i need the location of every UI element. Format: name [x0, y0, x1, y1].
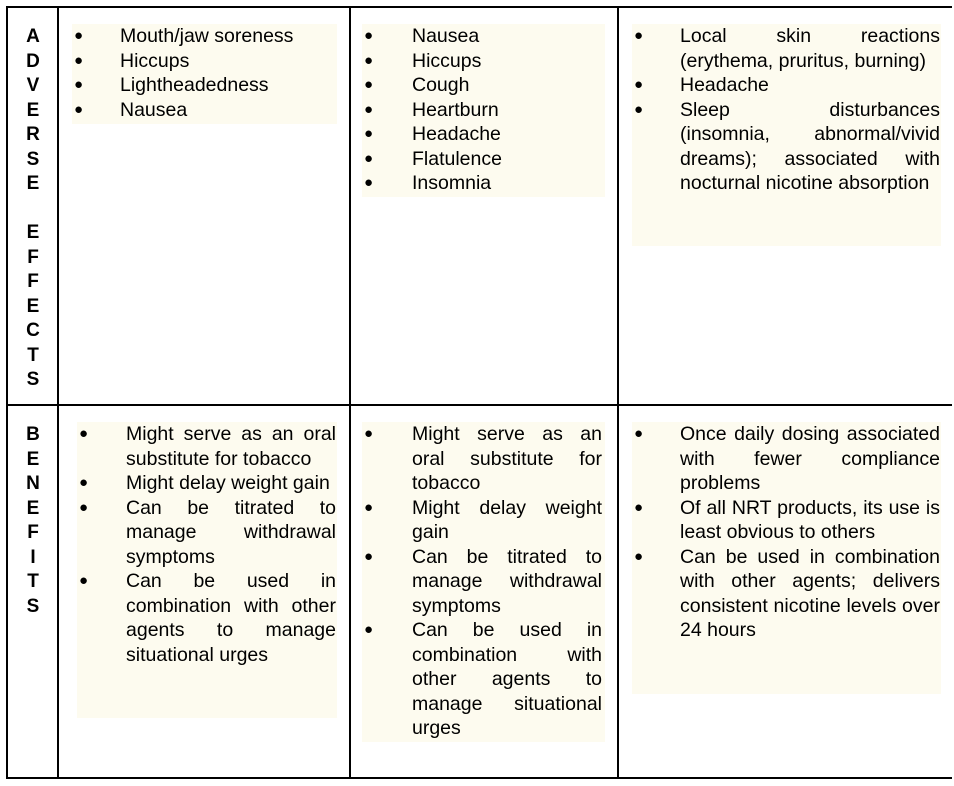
list-item — [362, 545, 605, 619]
row-label-letter: S — [26, 369, 40, 390]
list-item-text: Can be used in combination with other agents; delivers consistent nicotine levels over 24 hours — [680, 545, 940, 641]
list-item — [72, 73, 337, 98]
list-item-text: Hiccups — [120, 49, 190, 72]
row-label-letter: F — [27, 271, 39, 292]
bullet-icon: ● — [79, 498, 89, 516]
cell-adverse-col2 — [362, 24, 605, 197]
list-item — [77, 422, 337, 471]
bullet-icon: ● — [634, 76, 644, 93]
bullet-icon: ● — [79, 425, 89, 442]
row-label-letter: E — [26, 222, 40, 243]
bullet-icon: ● — [364, 547, 374, 565]
list-item — [362, 49, 605, 74]
bullet-icon: ● — [364, 174, 374, 191]
list-item-text: Might serve as an oral substitute for tobacco — [412, 423, 602, 494]
bullet-icon: ● — [79, 474, 89, 491]
row-label-letter: S — [26, 595, 40, 617]
row-divider — [6, 404, 952, 406]
list-item-text: Can be titrated to manage withdrawal symptoms — [412, 545, 602, 617]
bullet-icon: ● — [364, 621, 374, 638]
row-label-letter: E — [26, 448, 40, 470]
list-item — [632, 545, 941, 643]
list-item-text: Can be used in combination with other agents to manage situational urges — [126, 570, 336, 666]
list-item — [362, 171, 605, 196]
bullet-icon: ● — [74, 76, 84, 93]
bullet-icon: ● — [634, 547, 644, 565]
benefits-list — [632, 422, 941, 643]
cell-adverse-col3 — [632, 24, 941, 246]
list-item — [632, 422, 941, 496]
bullet-icon: ● — [634, 100, 644, 118]
list-item-text: Local skin reactions (erythema, pruritus, burning) — [680, 25, 940, 72]
cell-adverse-col1 — [72, 24, 337, 124]
adverse-effects-list — [632, 24, 941, 196]
list-item-text: Insomnia — [412, 172, 492, 194]
row-label-letter: C — [26, 320, 40, 341]
bullet-icon: ● — [79, 572, 89, 589]
row-label-letter: A — [26, 26, 40, 47]
bullet-icon: ● — [634, 27, 644, 44]
row-label-letter: S — [26, 148, 40, 170]
row-label-letter: F — [27, 246, 39, 268]
table-border-bottom — [6, 777, 952, 779]
list-item-text: Mouth/jaw soreness — [120, 25, 294, 47]
list-item-text: Headache — [680, 74, 769, 96]
row-label-letter: E — [26, 173, 40, 194]
bullet-icon: ● — [634, 498, 644, 516]
list-item-text: Can be used in combination with other agents to manage situational urges — [412, 619, 602, 739]
list-item — [362, 24, 605, 49]
column-divider-2 — [349, 6, 351, 779]
row-label-letter: D — [26, 50, 40, 72]
row-label-letter: V — [26, 75, 40, 96]
bullet-icon: ● — [634, 425, 644, 442]
list-item — [632, 73, 941, 98]
row-label-letter: T — [27, 571, 39, 592]
list-item-text: Once daily dosing associated with fewer compliance problems — [680, 423, 940, 494]
list-item-text: Nausea — [120, 98, 188, 121]
table-border-top — [6, 6, 952, 8]
row-label-adverse-effects — [8, 25, 58, 393]
bullet-icon: ● — [364, 100, 374, 118]
list-item — [362, 122, 605, 147]
list-item-text: Might delay weight gain — [412, 496, 602, 543]
cell-benefits-col3 — [632, 422, 941, 694]
row-label-letter: N — [26, 473, 40, 494]
row-label-letter: F — [27, 522, 39, 543]
list-item — [362, 496, 605, 545]
bullet-icon: ● — [364, 27, 374, 44]
list-item-text: Headache — [412, 123, 501, 145]
bullet-icon: ● — [364, 51, 374, 69]
list-item-text: Heartburn — [412, 98, 499, 121]
list-item — [632, 496, 941, 545]
list-item-text: Might serve as an oral substitute for tobacco — [126, 423, 336, 470]
row-label-letter: E — [26, 497, 40, 519]
list-item — [362, 147, 605, 172]
list-item — [77, 471, 337, 496]
adverse-effects-list — [72, 24, 337, 122]
bullet-icon: ● — [364, 125, 374, 142]
list-item — [72, 98, 337, 123]
list-item — [362, 98, 605, 123]
list-item — [72, 24, 337, 49]
row-label-letter: I — [30, 546, 36, 568]
bullet-icon: ● — [364, 425, 374, 442]
list-item-text: Flatulence — [412, 147, 502, 170]
list-item — [362, 618, 605, 741]
row-label-benefits — [8, 423, 58, 619]
list-item-text: Might delay weight gain — [126, 472, 330, 494]
bullet-icon: ● — [364, 76, 374, 93]
benefits-list — [362, 422, 605, 741]
bullet-icon: ● — [74, 100, 84, 118]
cell-benefits-col1 — [77, 422, 337, 718]
row-label-letter: E — [26, 295, 40, 317]
row-label-letter: E — [26, 99, 40, 121]
row-label-letter: T — [27, 344, 39, 366]
bullet-icon: ● — [74, 51, 84, 69]
list-item-text: Cough — [412, 74, 470, 96]
row-label-letter — [8, 197, 58, 222]
list-item-text: Hiccups — [412, 49, 482, 72]
list-item — [362, 73, 605, 98]
bullet-icon: ● — [364, 498, 374, 516]
list-item-text: Sleep disturbances (insomnia, abnormal/vivid dreams); associated with nocturnal nicotine absorption — [680, 98, 940, 194]
bullet-icon: ● — [364, 149, 374, 167]
list-item — [77, 496, 337, 570]
list-item-text: Nausea — [412, 25, 480, 47]
adverse-effects-list — [362, 24, 605, 196]
row-label-letter: R — [26, 124, 40, 145]
bullet-icon: ● — [74, 27, 84, 44]
list-item — [362, 422, 605, 496]
list-item — [632, 98, 941, 196]
cell-benefits-col2 — [362, 422, 605, 742]
list-item — [632, 24, 941, 73]
list-item — [77, 569, 337, 667]
benefits-list — [77, 422, 337, 667]
list-item-text: Can be titrated to manage withdrawal symptoms — [126, 496, 336, 568]
column-divider-3 — [617, 6, 619, 779]
list-item-text: Of all NRT products, its use is least obvious to others — [680, 496, 940, 543]
list-item-text: Lightheadedness — [120, 74, 269, 96]
row-label-letter: B — [26, 424, 40, 445]
list-item — [72, 49, 337, 74]
